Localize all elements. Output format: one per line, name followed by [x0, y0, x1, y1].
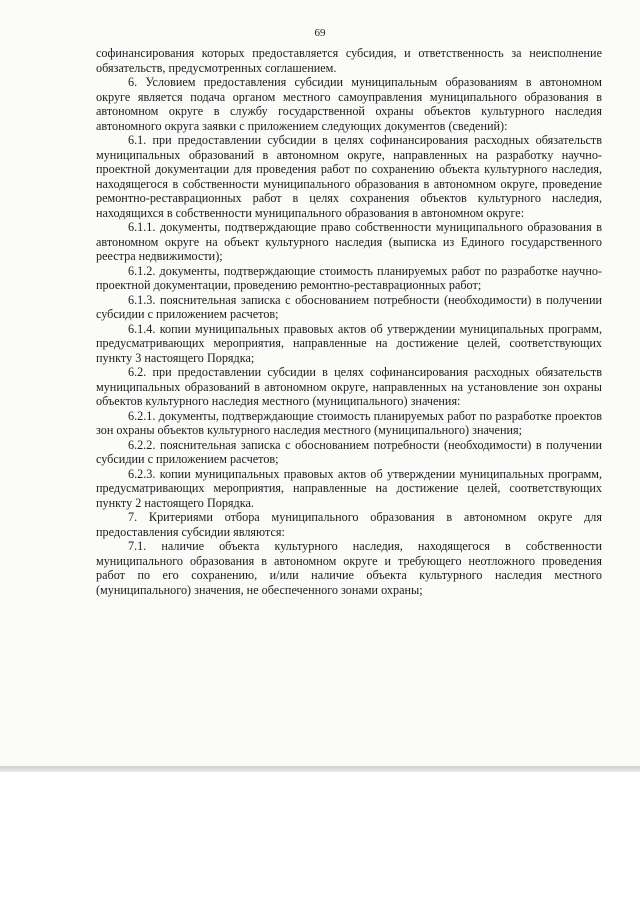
- paragraph-6: 6. Условием предоставления субсидии муниципальным образованиям в автономном округе является подача органом местного самоуправления муниципального образования в автономном округе в службу государственной охраны объектов культурного наследия автономного округа заявки с приложением следующих документов (сведений):: [96, 75, 602, 133]
- paragraph-7-1: 7.1. наличие объекта культурного наследия, находящегося в собственности муниципального образования в автономном округе и требующего неотложного проведения работ по его сохранению, и/или наличие объекта культурного наследия местного (муниципального) значения, не обеспеченного зонами охраны;: [96, 539, 602, 597]
- paragraph-6-1-2: 6.1.2. документы, подтверждающие стоимость планируемых работ по разработке научно-проектной документации, проведению ремонтно-реставрационных работ;: [96, 263, 602, 292]
- paragraph-6-2-1: 6.2.1. документы, подтверждающие стоимость планируемых работ по разработке проектов зон охраны объектов культурного наследия местного (муниципального) значения;: [96, 408, 602, 437]
- paragraph-6-2-3: 6.2.3. копии муниципальных правовых актов об утверждении муниципальных программ, предусматривающих мероприятия, направленные на достижение целей, соответствующих пункту 2 настоящего Порядка.: [96, 466, 602, 510]
- page-number: 69: [314, 27, 326, 39]
- paragraph-6-2: 6.2. при предоставлении субсидии в целях софинансирования расходных обязательств муниципальных образований в автономном округе, направленных на установление зон охраны объектов культурного наследия местного (муниципального) значения:: [96, 365, 602, 408]
- paragraph-6-2-2: 6.2.2. пояснительная записка с обоснованием потребности (необходимости) в получении субсидии с приложением расчетов;: [96, 437, 602, 466]
- paragraph-6-1-3: 6.1.3. пояснительная записка с обоснованием потребности (необходимости) в получении субсидии с приложением расчетов;: [96, 292, 602, 321]
- paragraph-6-1-1: 6.1.1. документы, подтверждающие право собственности муниципального образования в автономном округе на объект культурного наследия (выписка из Единого государственного реестра недвижимости);: [96, 220, 602, 263]
- paragraph-6-1: 6.1. при предоставлении субсидии в целях софинансирования расходных обязательств муниципальных образований в автономном округе, направленных на разработку научно-проектной документации для проведения работ по сохранению объекта культурного наследия, находящегося в собственности муниципального образования в автономном округе, проведение ремонтно-реставрационных работ в целях сохранения объектов культурного наследия, находящихся в собственности муниципального образования в автономном округе:: [96, 133, 602, 220]
- paragraph-continuation: софинансирования которых предоставляется субсидия, и ответственность за неисполнение обязательств, предусмотренных соглашением.: [96, 46, 602, 75]
- paragraph-7: 7. Критериями отбора муниципального образования в автономном округе для предоставления субсидии являются:: [96, 510, 602, 539]
- document-body: [96, 46, 602, 597]
- page-bottom-edge: [0, 766, 640, 772]
- paragraph-6-1-4: 6.1.4. копии муниципальных правовых актов об утверждении муниципальных программ, предусматривающих мероприятия, направленные на достижение целей, соответствующих пункту 3 настоящего Порядка;: [96, 321, 602, 365]
